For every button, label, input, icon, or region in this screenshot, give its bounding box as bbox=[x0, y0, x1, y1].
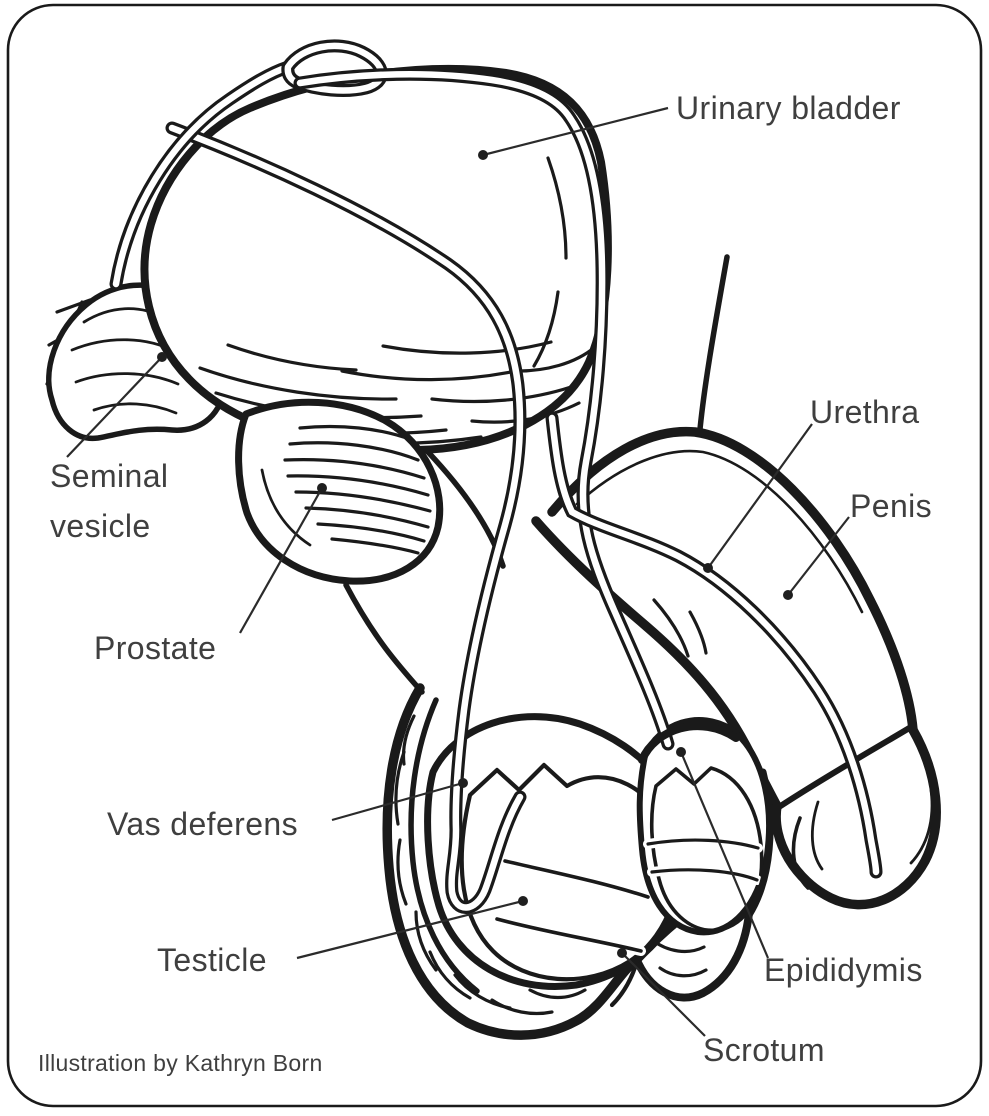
leader-scrotum bbox=[617, 948, 705, 1036]
testicle-right-shape bbox=[640, 720, 769, 932]
label-vas-deferens: Vas deferens bbox=[107, 806, 298, 842]
label-epididymis: Epididymis bbox=[764, 952, 923, 988]
label-urinary-bladder: Urinary bladder bbox=[676, 90, 901, 126]
urinary-bladder-shape bbox=[145, 69, 608, 450]
label-seminal-vesicle: Seminal vesicle bbox=[50, 458, 169, 544]
label-penis: Penis bbox=[850, 488, 933, 524]
label-prostate: Prostate bbox=[94, 630, 217, 666]
label-urethra: Urethra bbox=[810, 394, 920, 430]
label-scrotum: Scrotum bbox=[703, 1032, 825, 1068]
illustration-credit: Illustration by Kathryn Born bbox=[38, 1050, 323, 1076]
label-testicle: Testicle bbox=[157, 942, 267, 978]
